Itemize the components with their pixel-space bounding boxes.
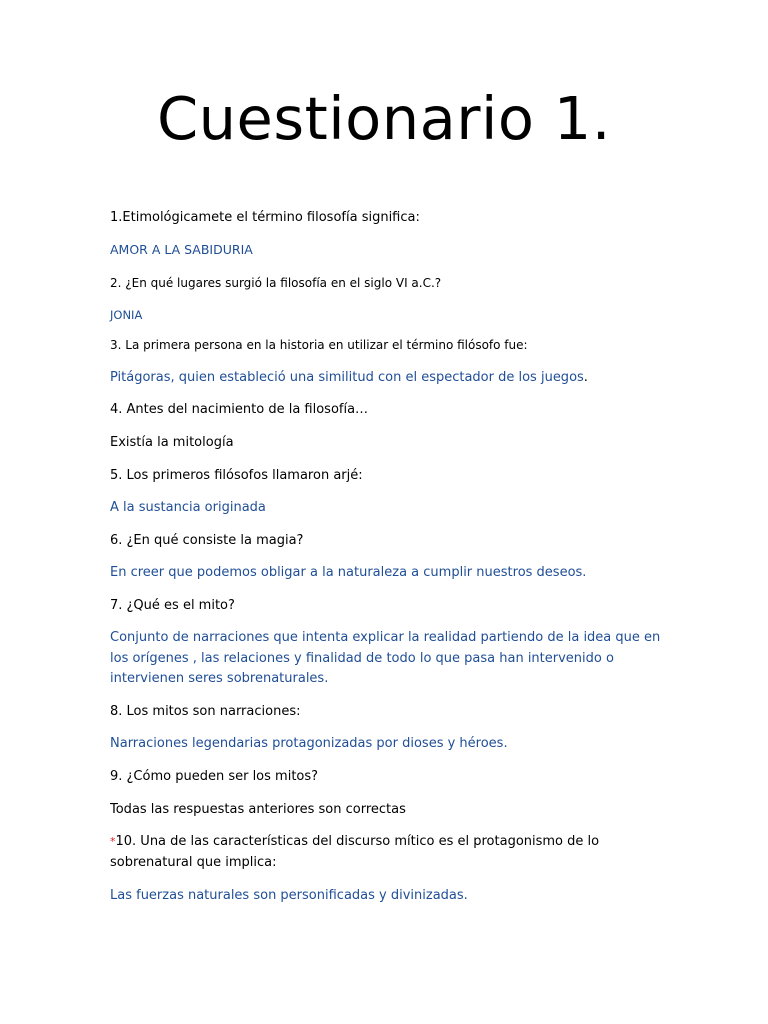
answer-2: JONIA	[110, 308, 143, 322]
question-7: 7. ¿Qué es el mito?	[110, 598, 235, 613]
answer-9: Todas las respuestas anteriores son correctas	[110, 802, 406, 817]
document-title: Cuestionario 1.	[156, 84, 612, 153]
question-6: 6. ¿En qué consiste la magia?	[110, 533, 304, 548]
answer-7-line-3: intervienen seres sobrenaturales.	[110, 671, 329, 686]
question-9: 9. ¿Cómo pueden ser los mitos?	[110, 769, 319, 784]
question-10-line-2: sobrenatural que implica:	[110, 855, 277, 870]
answer-4: Existía la mitología	[110, 435, 234, 450]
answer-3-period: .	[583, 370, 588, 385]
question-4: 4. Antes del nacimiento de la filosofía…	[110, 402, 369, 417]
answer-5: A la sustancia originada	[110, 500, 266, 515]
answer-7-line-1: Conjunto de narraciones que intenta explicar la realidad partiendo de la idea que en	[110, 630, 661, 645]
required-marker: *	[110, 835, 116, 848]
question-10-text: 10. Una de las características del discurso mítico es el protagonismo de lo	[115, 834, 600, 849]
question-1: 1.Etimológicamete el término filosofía significa:	[110, 210, 420, 225]
answer-3-text: Pitágoras, quien estableció una similitud con el espectador de los juegos	[110, 370, 584, 385]
question-5: 5. Los primeros filósofos llamaron arjé:	[110, 468, 363, 483]
question-8: 8. Los mitos son narraciones:	[110, 704, 301, 719]
answer-10: Las fuerzas naturales son personificadas y divinizadas.	[110, 888, 468, 903]
question-10-line-1	[110, 832, 599, 853]
question-2: 2. ¿En qué lugares surgió la filosofía en el siglo VI a.C.?	[110, 276, 442, 290]
answer-3	[110, 368, 588, 389]
question-3: 3. La primera persona en la historia en utilizar el término filósofo fue:	[110, 338, 528, 352]
answer-8: Narraciones legendarias protagonizadas por dioses y héroes.	[110, 736, 508, 751]
answer-1: AMOR A LA SABIDURIA	[110, 242, 253, 257]
answer-6: En creer que podemos obligar a la naturaleza a cumplir nuestros deseos.	[110, 565, 587, 580]
answer-7-line-2: los orígenes , las relaciones y finalidad de todo lo que pasa han intervenido o	[110, 651, 614, 666]
